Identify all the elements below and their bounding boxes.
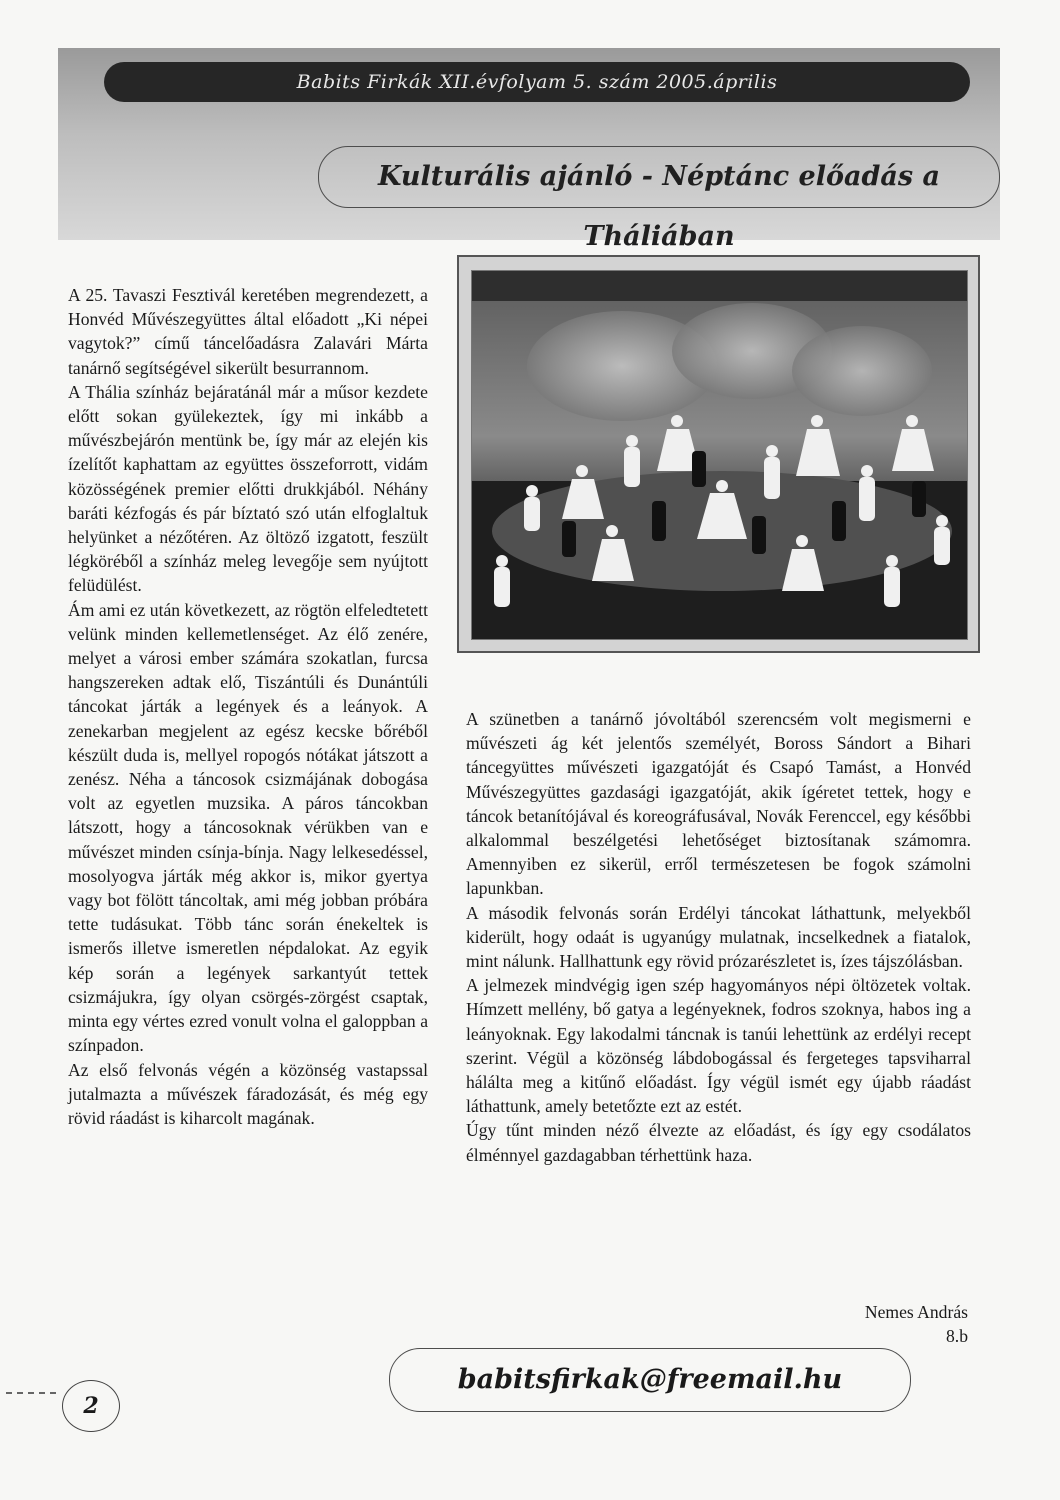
stage-photo: [471, 270, 968, 640]
article-paragraph: Az első felvonás végén a közönség vastapssal jutalmazta a művészek fáradozását, és még egy rövid ráadást is kiharcolt magának.: [68, 1059, 428, 1128]
contact-email[interactable]: babitsfirkak@freemail.hu: [389, 1348, 911, 1412]
article-paragraph: A második felvonás során Erdélyi táncokat láthattunk, melyekből kiderült, hogy odaát is ugyanúgy mulatnak, incselkednek a fiatalok, mint nálunk. Hallhattunk egy rövid prózarészletet is, ízes tájszólásban.: [466, 902, 971, 972]
article-paragraph: A Thália színház bejáratánál már a műsor kezdete előtt sokan gyülekeztek, így mi inkább a művészbejárón mentünk be, így már az elején kis ízelítőt kaphattam az együttes összeforrott, vidám közösségének premier előtti drukkjából. Néhány baráti kézfogás és pár bíztató szó után elfoglaltuk helyünket a nézőtéren. Az öltöző izgatott, feszült légköréből a színház meleg levegője sem nyújtott felüdülést.: [68, 381, 428, 596]
author-name: Nemes András: [864, 1302, 968, 1322]
article-left-column: [68, 283, 428, 1130]
article-paragraph: A 25. Tavaszi Fesztivál keretében megrendezett, a Honvéd Művészegyüttes által előadott „Ki népei vagytok?” című táncelőadásra Zalavári Márta tanárnő segítségével sikerült besurrannom.: [68, 285, 428, 378]
author-signature: [700, 1300, 968, 1348]
section-title: Kulturális ajánló - Néptánc előadás a Tháliában: [318, 146, 1000, 208]
page-number: 2: [62, 1380, 120, 1432]
article-right-column: [466, 707, 971, 1167]
page-number-dash: [6, 1392, 56, 1398]
article-paragraph: Úgy tűnt minden néző élvezte az előadást, és így egy csodálatos élménnyel gazdagabban térhettünk haza.: [466, 1120, 971, 1165]
article-paragraph: Ám ami ez után következett, az rögtön elfeledtetett velünk minden kellemetlenséget. Az élő zenére, melyet a városi ember számára szokatlan, furcsa hangszereken adtak elő, Tiszántúli és Dunántúli táncokat járták a legények és a leányok. A zenekarban megjelent az egész kecske bőréből készült duda is, mellyel ropogós nótákat játszott a zenész. Néha a táncosok csizmájának dobogása volt az egyetlen muzsika. A páros táncokban látszott, hogy a táncosoknak vérükben van e művészet minden csínja-bínja. Nagy lelkesedéssel, mosolyogva járták még akkor is, mikor gyertya vagy bot fölött táncoltak, ami még jobban próbára tette tudásukat. Több tánc során énekeltek is ismerős illetve ismeretlen népdalokat. Az egyik kép során a legények sarkantyút tettek csizmájukra, így olyan csörgés-zörgést csaptak, minta egy vértes ezred vonult volna el galoppban a színpadon.: [68, 599, 428, 1056]
author-class: 8.b: [946, 1326, 968, 1346]
article-paragraph: A jelmezek mindvégig igen szép hagyományos népi öltözetek voltak. Hímzett mellény, bő gatya a legényeknek, fodros szoknya, habos ing a leányoknak. Egy lakodalmi táncnak is tanúi lehettünk az erdélyi recept szerint. Végül a közönség lábdobogással és fergeteges tapsviharral hálálta meg a kitűnő előadást. Így végül ismét egy újabb ráadást láthattunk, amely betetőzte ezt az estét.: [466, 975, 971, 1117]
issue-title-bar: Babits Firkák XII.évfolyam 5. szám 2005.április: [104, 62, 970, 102]
stage-photo-frame: [457, 255, 980, 653]
folk-dance-photo-icon: [472, 271, 967, 639]
article-paragraph: A szünetben a tanárnő jóvoltából szerencsém volt megismerni e művészeti ág két jelentős személyét, Boross Sándort a Bihari táncegyüttes művészeti igazgatóját és Csapó Tamást, a Honvéd Művészegyüttes gazdasági igazgatóját, akik ígéretet tettek, hogy e táncok betanítójával és koreográfusával, Novák Ferenccel, egy későbbi alkalommal beszélgetési lehetőséget biztosítanak számomra. Amennyiben ez sikerül, erről természetesen be fogok számolni lapunkban.: [466, 709, 971, 899]
